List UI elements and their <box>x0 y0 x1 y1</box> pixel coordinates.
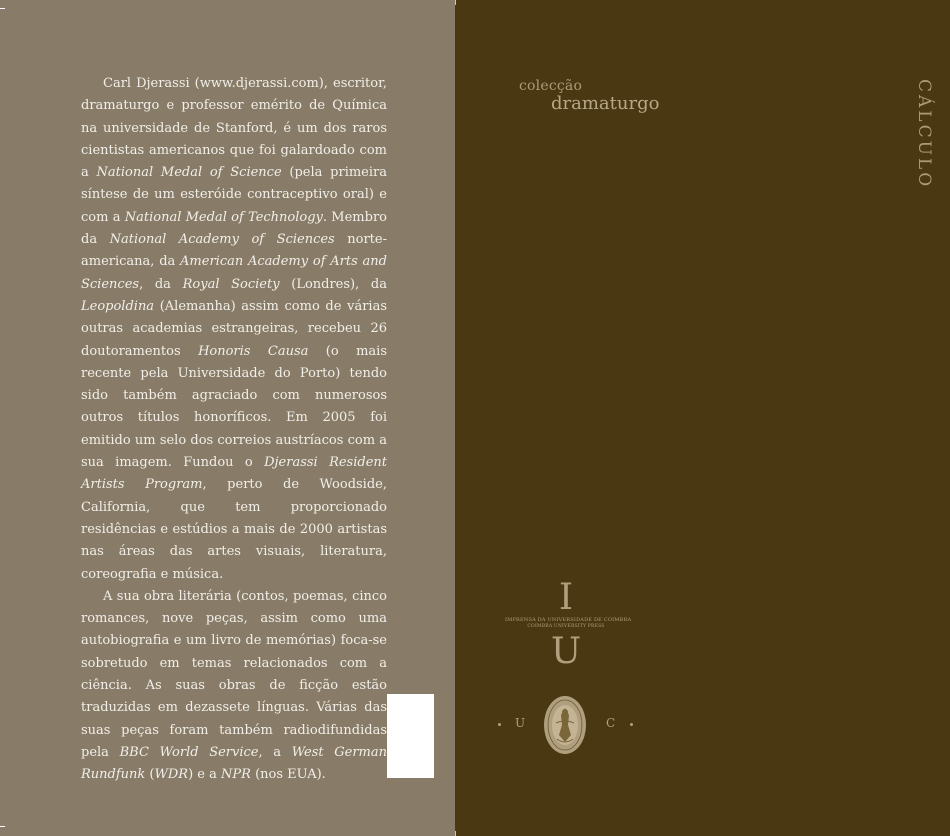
university-seal-icon <box>543 695 587 755</box>
text-run: (Londres), da <box>279 276 387 292</box>
italic-term: Djerassi Resident Artists Program <box>81 455 387 493</box>
publisher-name-en: COIMBRA UNIVERSITY PRESS <box>527 624 605 629</box>
italic-term: American Academy of Arts and Sciences <box>81 254 387 292</box>
italic-term: NPR <box>221 767 251 783</box>
italic-term: National Academy of Sciences <box>109 232 335 248</box>
text-run: A sua obra literária (contos, poemas, cinco romances, nove peças, assim como uma autobiografia e um livro de memórias) foca-se sobretudo em temas relacionados com a ciência. As suas obras de ficção estão traduzidas em dezassete línguas. Várias das suas peças foram também radiodifundidas pela <box>81 588 387 760</box>
uc-letter-c: C <box>606 716 616 730</box>
text-run: norte-americana, da <box>81 232 387 270</box>
author-bio <box>81 73 387 787</box>
crop-mark-top-spine <box>455 0 456 5</box>
text-run: , a <box>258 744 292 760</box>
italic-term: West German Rundfunk <box>81 744 387 783</box>
text-run: (nos EUA). <box>250 767 326 783</box>
italic-term: Royal Society <box>182 276 280 292</box>
barcode-placeholder <box>387 694 434 778</box>
crop-mark-top-left <box>0 8 5 9</box>
dot-icon <box>498 723 501 726</box>
text-run: . Membro da <box>81 209 387 248</box>
text-run: , da <box>139 276 183 292</box>
italic-term: National Medal of Science <box>96 165 282 181</box>
crop-mark-bottom-spine <box>455 831 456 836</box>
italic-term: Honoris Causa <box>198 343 309 359</box>
publisher-letter-u: U <box>550 631 582 672</box>
dot-icon <box>630 723 633 726</box>
uc-letter-u: U <box>515 716 526 730</box>
text-run: (pela primeira síntese de um esteróide contraceptivo oral) e com a <box>81 165 387 225</box>
crop-mark-bottom-left <box>0 826 5 827</box>
text-run: (o mais recente pela Universidade do Porto) tendo sido também agraciado com numerosos outros títulos honoríficos. Em 2005 foi emitido um selo dos correios austríacos com a sua imagem. Fundou o <box>81 343 387 471</box>
front-cover <box>455 0 950 836</box>
italic-term: National Medal of Technology <box>124 209 323 225</box>
spine-title: CÁLCULO <box>914 79 934 190</box>
text-run: ( <box>145 767 155 783</box>
text-run: ) e a <box>188 767 222 783</box>
italic-term: Leopoldina <box>81 298 155 314</box>
text-run: Carl Djerassi (www.djerassi.com), escritor, dramaturgo e professor emérito de Química na universidade de Stanford, é um dos raros cientistas americanos que foi galardoado com a <box>81 76 387 181</box>
back-cover <box>0 0 455 836</box>
publisher-letter-i: I <box>558 577 574 618</box>
bio-paragraph-2 <box>81 586 387 787</box>
publisher-name-pt: IMPRENSA DA UNIVERSIDADE DE COIMBRA <box>505 617 632 623</box>
bio-paragraph-1 <box>81 73 387 586</box>
italic-term: BBC World Service <box>119 744 259 760</box>
text-run: , perto de Woodside, California, que tem proporcionado residências e estúdios a mais de 2000 artistas nas áreas das artes visuais, literatura, coreografia e música. <box>81 477 387 582</box>
italic-term: WDR <box>154 767 189 783</box>
series-label: colecção <box>519 78 583 94</box>
text-run: (Alemanha) assim como de várias outras academias estrangeiras, recebeu 26 doutoramentos <box>81 298 387 359</box>
series-name: dramaturgo <box>551 93 660 114</box>
